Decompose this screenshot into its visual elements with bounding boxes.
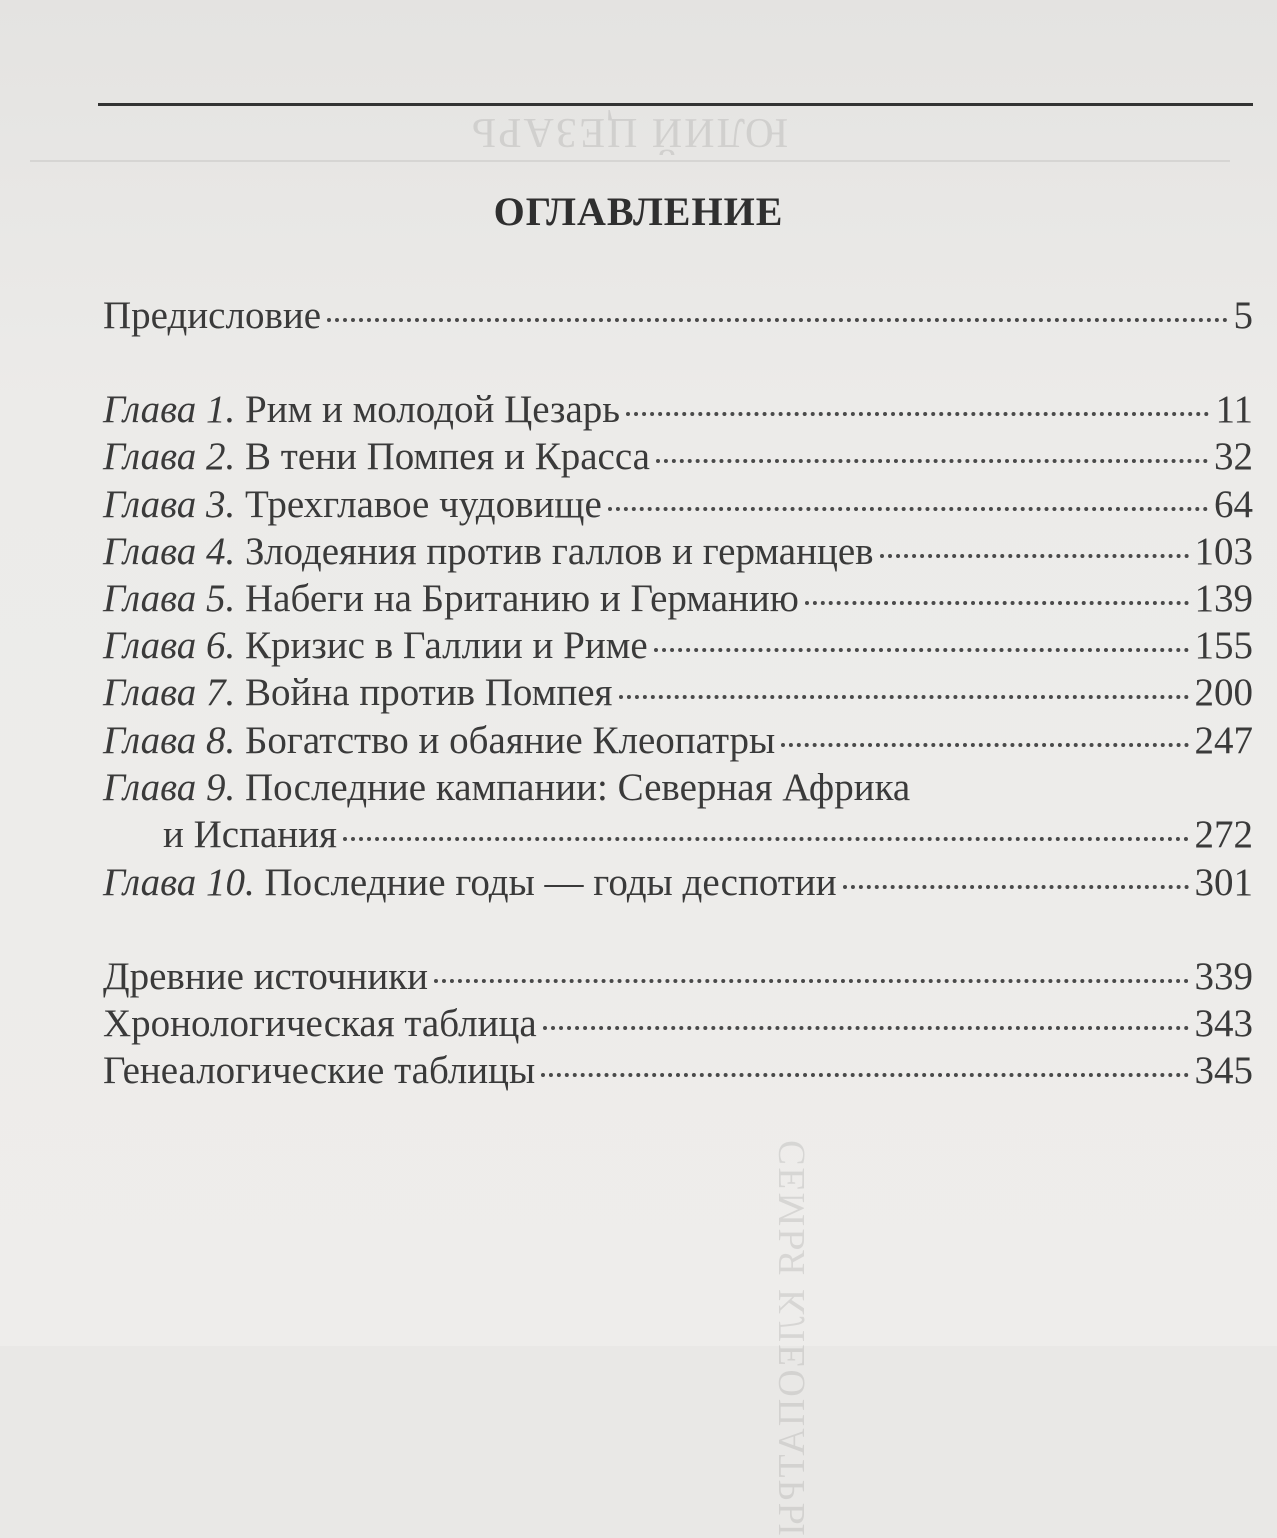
toc-entry-chapter-5[interactable] bbox=[103, 575, 1253, 623]
toc-entry-title: Злодеяния против галлов и германцев bbox=[245, 530, 874, 573]
toc-entry-title: Набеги на Британию и Германию bbox=[245, 577, 799, 620]
header-rule bbox=[98, 103, 1253, 106]
toc-entry-chapter-9-continued[interactable] bbox=[163, 811, 1253, 859]
leader-dots bbox=[656, 459, 1208, 463]
leader-dots bbox=[626, 412, 1209, 416]
toc-page-number: 103 bbox=[1194, 530, 1253, 573]
toc-page-number: 339 bbox=[1194, 955, 1253, 998]
leader-dots bbox=[880, 554, 1189, 558]
toc-entry-title: В тени Помпея и Красса bbox=[245, 435, 650, 478]
bleed-through-bottom: СЕМЬЯ КЛЕОПАТРЫ bbox=[771, 1140, 813, 1538]
toc-entry-title: Хронологическая таблица bbox=[103, 1002, 537, 1045]
toc-entry-title: Война против Помпея bbox=[245, 671, 613, 714]
toc-title: ОГЛАВЛЕНИЕ bbox=[493, 189, 784, 234]
toc-entry-title: Рим и молодой Цезарь bbox=[245, 388, 621, 431]
toc-page-number: 139 bbox=[1194, 577, 1253, 620]
leader-dots bbox=[543, 1026, 1189, 1030]
chapter-label: Глава 5. bbox=[103, 577, 236, 620]
toc-entry-title: Кризис в Галлии и Риме bbox=[245, 624, 648, 667]
chapter-label: Глава 1. bbox=[103, 388, 236, 431]
chapter-label: Глава 9. bbox=[103, 766, 236, 809]
leader-dots bbox=[781, 743, 1188, 747]
toc-page-number: 343 bbox=[1194, 1002, 1253, 1045]
bleed-through-rule bbox=[30, 160, 1230, 162]
toc-entry-chapter-6[interactable] bbox=[103, 622, 1253, 670]
leader-dots bbox=[541, 1073, 1188, 1077]
leader-dots bbox=[343, 837, 1189, 841]
toc-entry-title-continued: и Испания bbox=[163, 813, 337, 856]
leader-dots bbox=[654, 648, 1189, 652]
toc-page-number: 32 bbox=[1214, 435, 1253, 478]
toc-page-number: 272 bbox=[1194, 813, 1253, 856]
toc-page-number: 64 bbox=[1214, 483, 1253, 526]
leader-dots bbox=[327, 318, 1227, 322]
toc-entry-preface[interactable] bbox=[103, 292, 1253, 340]
toc-page-number: 155 bbox=[1194, 624, 1253, 667]
toc-entry-title: Древние источники bbox=[103, 955, 429, 998]
toc-entry-chapter-10[interactable] bbox=[103, 859, 1253, 907]
chapter-label: Глава 2. bbox=[103, 435, 236, 478]
toc-entry-title: Предисловие bbox=[103, 294, 322, 337]
toc-entry-title: Генеалогические таблицы bbox=[103, 1049, 536, 1092]
toc-entry-chapter-3[interactable] bbox=[103, 481, 1253, 529]
leader-dots bbox=[805, 601, 1189, 605]
toc-page-number: 11 bbox=[1215, 388, 1253, 431]
chapter-label: Глава 4. bbox=[103, 530, 236, 573]
toc-entry-chapter-8[interactable] bbox=[103, 717, 1253, 765]
toc-page-number: 200 bbox=[1194, 671, 1253, 714]
toc-entry-chronology[interactable] bbox=[103, 1000, 1253, 1048]
toc-entry-ancient-sources[interactable] bbox=[103, 953, 1253, 1001]
toc-page-number: 247 bbox=[1194, 719, 1253, 762]
chapter-label: Глава 6. bbox=[103, 624, 236, 667]
toc-entry-chapter-2[interactable] bbox=[103, 433, 1253, 481]
toc-entry-chapter-1[interactable] bbox=[103, 386, 1253, 434]
chapter-label: Глава 3. bbox=[103, 483, 236, 526]
leader-dots bbox=[619, 695, 1189, 699]
toc-page-number: 5 bbox=[1233, 294, 1253, 337]
toc-entry-title: Богатство и обаяние Клеопатры bbox=[245, 719, 776, 762]
bleed-through-title: ЮЛИЙ ЦЕЗАРЬ bbox=[470, 109, 789, 155]
chapter-label: Глава 7. bbox=[103, 671, 236, 714]
toc-page-number: 345 bbox=[1194, 1049, 1253, 1092]
toc-entry-chapter-7[interactable] bbox=[103, 669, 1253, 717]
chapter-label: Глава 8. bbox=[103, 719, 236, 762]
toc-entry-chapter-4[interactable] bbox=[103, 528, 1253, 576]
toc-entry-chapter-9[interactable] bbox=[103, 764, 1253, 812]
chapter-label: Глава 10. bbox=[103, 861, 255, 904]
toc-entry-title: Последние годы — годы деспотии bbox=[264, 861, 837, 904]
toc-entry-title: Трехглавое чудовище bbox=[245, 483, 602, 526]
toc-entry-title: Последние кампании: Северная Африка bbox=[245, 766, 911, 809]
leader-dots bbox=[434, 979, 1188, 983]
toc-page-number: 301 bbox=[1194, 861, 1253, 904]
toc-entry-genealogy[interactable] bbox=[103, 1047, 1253, 1095]
leader-dots bbox=[843, 885, 1189, 889]
leader-dots bbox=[608, 507, 1208, 511]
